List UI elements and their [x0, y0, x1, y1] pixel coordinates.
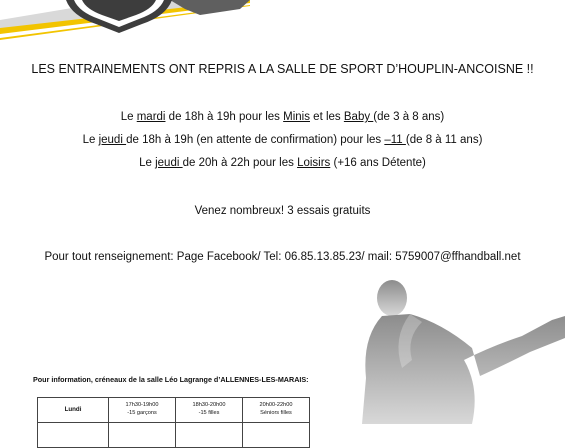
club-logo-shield — [64, 0, 174, 34]
day-cell: Lundi — [38, 398, 109, 423]
schedule-line-jeudi-11: Le jeudi de 18h à 19h (en attente de confirmation) pour les –11 (de 8 à 11 ans) — [82, 134, 483, 146]
invite-text: Venez nombreux! 3 essais gratuits — [194, 205, 371, 217]
slots-table — [37, 397, 310, 448]
slot-cell: 20h00-22h00 Séniors filles — [243, 398, 310, 423]
schedule-line-jeudi-loisirs: Le jeudi de 20h à 22h pour les Loisirs (+16 ans Détente) — [139, 157, 426, 169]
headline: LES ENTRAINEMENTS ONT REPRIS A LA SALLE DE SPORT D’HOUPLIN-ANCOISNE !! — [31, 62, 534, 76]
schedule-line-mardi: Le mardi de 18h à 19h pour les Minis et les Baby (de 3 à 8 ans) — [120, 111, 445, 123]
contact-info: Pour tout renseignement: Page Facebook/ Tel: 06.85.13.85.23/ mail: 5759007@ffhandball.net — [44, 251, 521, 263]
info-title: Pour information, créneaux de la salle Léo Lagrange d’ALLENNES-LES-MARAIS: — [33, 375, 309, 384]
table-row — [38, 398, 310, 423]
slot-cell: 17h30-19h00 -15 garçons — [109, 398, 176, 423]
table-row — [38, 423, 310, 448]
slot-cell: 18h30-20h00 -15 filles — [176, 398, 243, 423]
handball-player-silhouette — [352, 268, 565, 424]
